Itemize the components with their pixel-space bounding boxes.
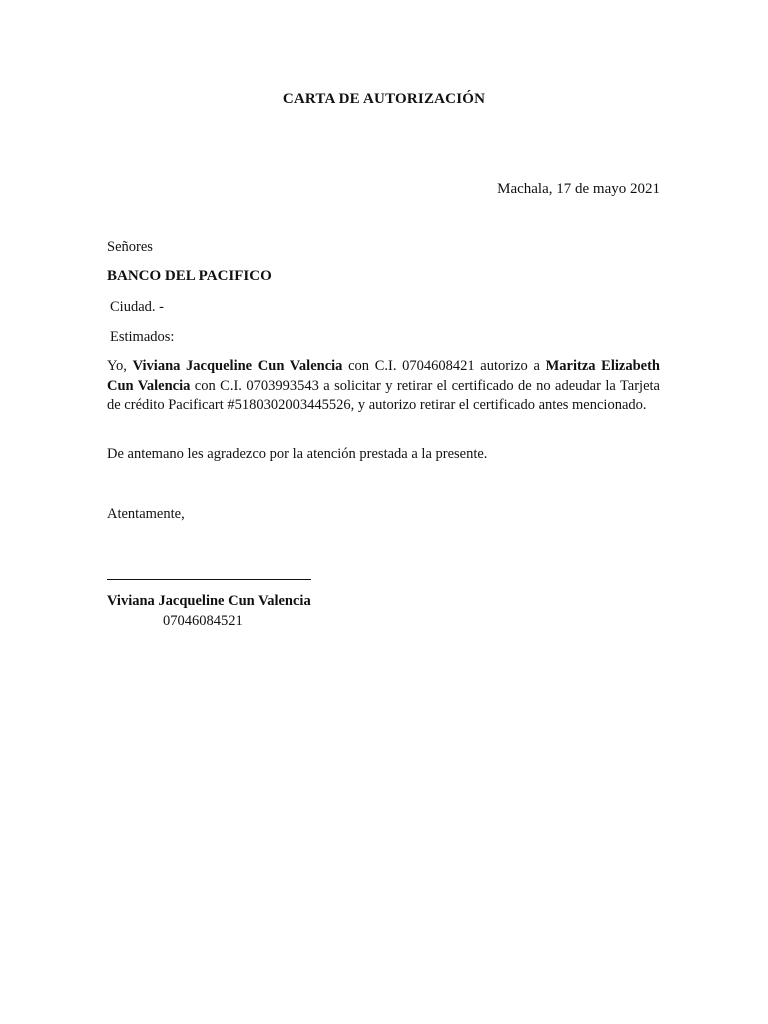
salutation-recipient: Señores (107, 239, 153, 255)
body-text-intro: Yo, (107, 358, 133, 374)
thanks-paragraph: De antemano les agradezco por la atención prestada a la presente. (107, 446, 488, 462)
authorizer-name: Viviana Jacqueline Cun Valencia (132, 358, 343, 374)
letter-date: Machala, 17 de mayo 2021 (497, 181, 660, 197)
letter-title: CARTA DE AUTORIZACIÓN (282, 91, 486, 107)
signature-line (107, 579, 311, 580)
city-line: Ciudad. - (110, 299, 164, 315)
body-text-end: con C.I. 0703993543 a solicitar y retirar el certificado de no adeudar la Tarjeta de crédito Pacificart #5180302003445526, y autorizo retirar el certificado antes mencionado. (107, 377, 660, 414)
authorization-paragraph (107, 357, 660, 416)
signatory-name: Viviana Jacqueline Cun Valencia (107, 593, 311, 609)
signatory-id: 07046084521 (163, 613, 243, 629)
authorized-name: Maritza Elizabeth Cun Valencia (107, 358, 660, 394)
closing-line: Atentamente, (107, 506, 185, 522)
body-text-middle: con C.I. 0704608421 autorizo a (342, 358, 546, 374)
bank-name: BANCO DEL PACIFICO (107, 268, 272, 284)
greeting-line: Estimados: (110, 329, 175, 345)
